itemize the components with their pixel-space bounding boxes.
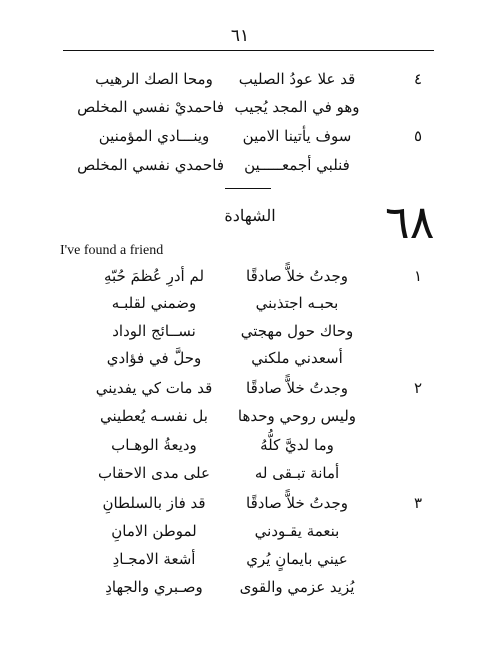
hemistich-first: يُزيد عزمي والقوى xyxy=(239,578,355,596)
verse-line xyxy=(0,494,480,518)
hemistich-second: على مدى الاحقاب xyxy=(98,464,210,482)
hemistich-second: لم أدرِ عُظمَ حُبّهِ xyxy=(103,267,205,285)
hemistich-first: سوف يأتينا الامين xyxy=(242,127,352,145)
hemistich-first: وجدتُ خلاًّ صادقًا xyxy=(246,379,348,397)
hemistich-second: وحلَّ في فؤادي xyxy=(106,349,202,367)
tune-name: I've found a friend xyxy=(60,243,164,258)
hemistich-first: بحبـه اجتذبني xyxy=(255,294,339,312)
verse-line xyxy=(0,156,480,180)
hemistich-second: وصـبري والجهادِ xyxy=(105,578,203,596)
stanza-number: ٣ xyxy=(413,494,423,512)
hemistich-first: أسعدني ملكني xyxy=(251,349,343,367)
verse-line xyxy=(0,578,480,602)
verse-line xyxy=(0,550,480,574)
verse-line xyxy=(0,407,480,431)
verse-line xyxy=(0,294,480,318)
hemistich-first: وهو في المجد يُجيب xyxy=(234,98,360,116)
stanza-number: ١ xyxy=(413,267,423,285)
verse-line xyxy=(0,322,480,346)
verse-line xyxy=(0,379,480,403)
verse-line xyxy=(0,70,480,94)
hemistich-first: فنلبي أجمعـــــين xyxy=(244,156,350,174)
verse-line xyxy=(0,98,480,122)
hemistich-second: أشعة الامجـادِ xyxy=(112,550,196,568)
hemistich-second: نســائج الوداد xyxy=(112,322,196,340)
stanza-number: ٥ xyxy=(413,127,423,145)
hemistich-second: فاحمدي نفسي المخلص xyxy=(77,156,224,174)
hemistich-second: بل نفسـه يُعطيني xyxy=(100,407,208,425)
hemistich-second: وينـــادي المؤمنين xyxy=(98,127,210,145)
hemistich-first: وما لديَّ كلُّهُ xyxy=(260,436,334,454)
verse-line xyxy=(0,127,480,151)
hemistich-first: بنعمة يقـودني xyxy=(254,522,340,540)
stanza-number: ٢ xyxy=(413,379,423,397)
verse-line xyxy=(0,464,480,488)
hemistich-second: ومحا الصك الرهيب xyxy=(95,70,213,88)
hymn-number: ٦٨ xyxy=(385,195,435,249)
hemistich-first: وليس روحي وحدها xyxy=(237,407,357,425)
hymn-title: الشهادة xyxy=(224,206,276,225)
header-rule xyxy=(63,50,434,51)
verse-line xyxy=(0,267,480,291)
hemistich-second: فاحمديْ نفسي المخلص xyxy=(77,98,224,116)
stanza-number: ٤ xyxy=(413,70,423,88)
hemistich-first: وجدتُ خلاًّ صادقًا xyxy=(246,267,348,285)
verse-line xyxy=(0,436,480,460)
hemistich-second: وديعةُ الوهـاب xyxy=(111,436,197,454)
hemistich-second: قد مات كي يفديني xyxy=(95,379,213,397)
hemistich-first: قد علا عودُ الصليب xyxy=(238,70,356,88)
hemistich-second: وضمني لقلبـه xyxy=(111,294,197,312)
hemistich-second: لموطن الامانِ xyxy=(111,522,197,540)
hemistich-first: وجدتُ خلاًّ صادقًا xyxy=(246,494,348,512)
verse-line xyxy=(0,349,480,373)
page-number: ٦١ xyxy=(230,26,250,46)
hemistich-second: قد فاز بالسلطانِ xyxy=(102,494,206,512)
hemistich-first: عيني بايمانٍ يُري xyxy=(246,550,348,568)
hemistich-first: أمانة تبـقى له xyxy=(254,464,340,482)
hemistich-first: وحاك حول مهجتي xyxy=(240,322,354,340)
section-divider xyxy=(225,188,271,189)
verse-line xyxy=(0,522,480,546)
